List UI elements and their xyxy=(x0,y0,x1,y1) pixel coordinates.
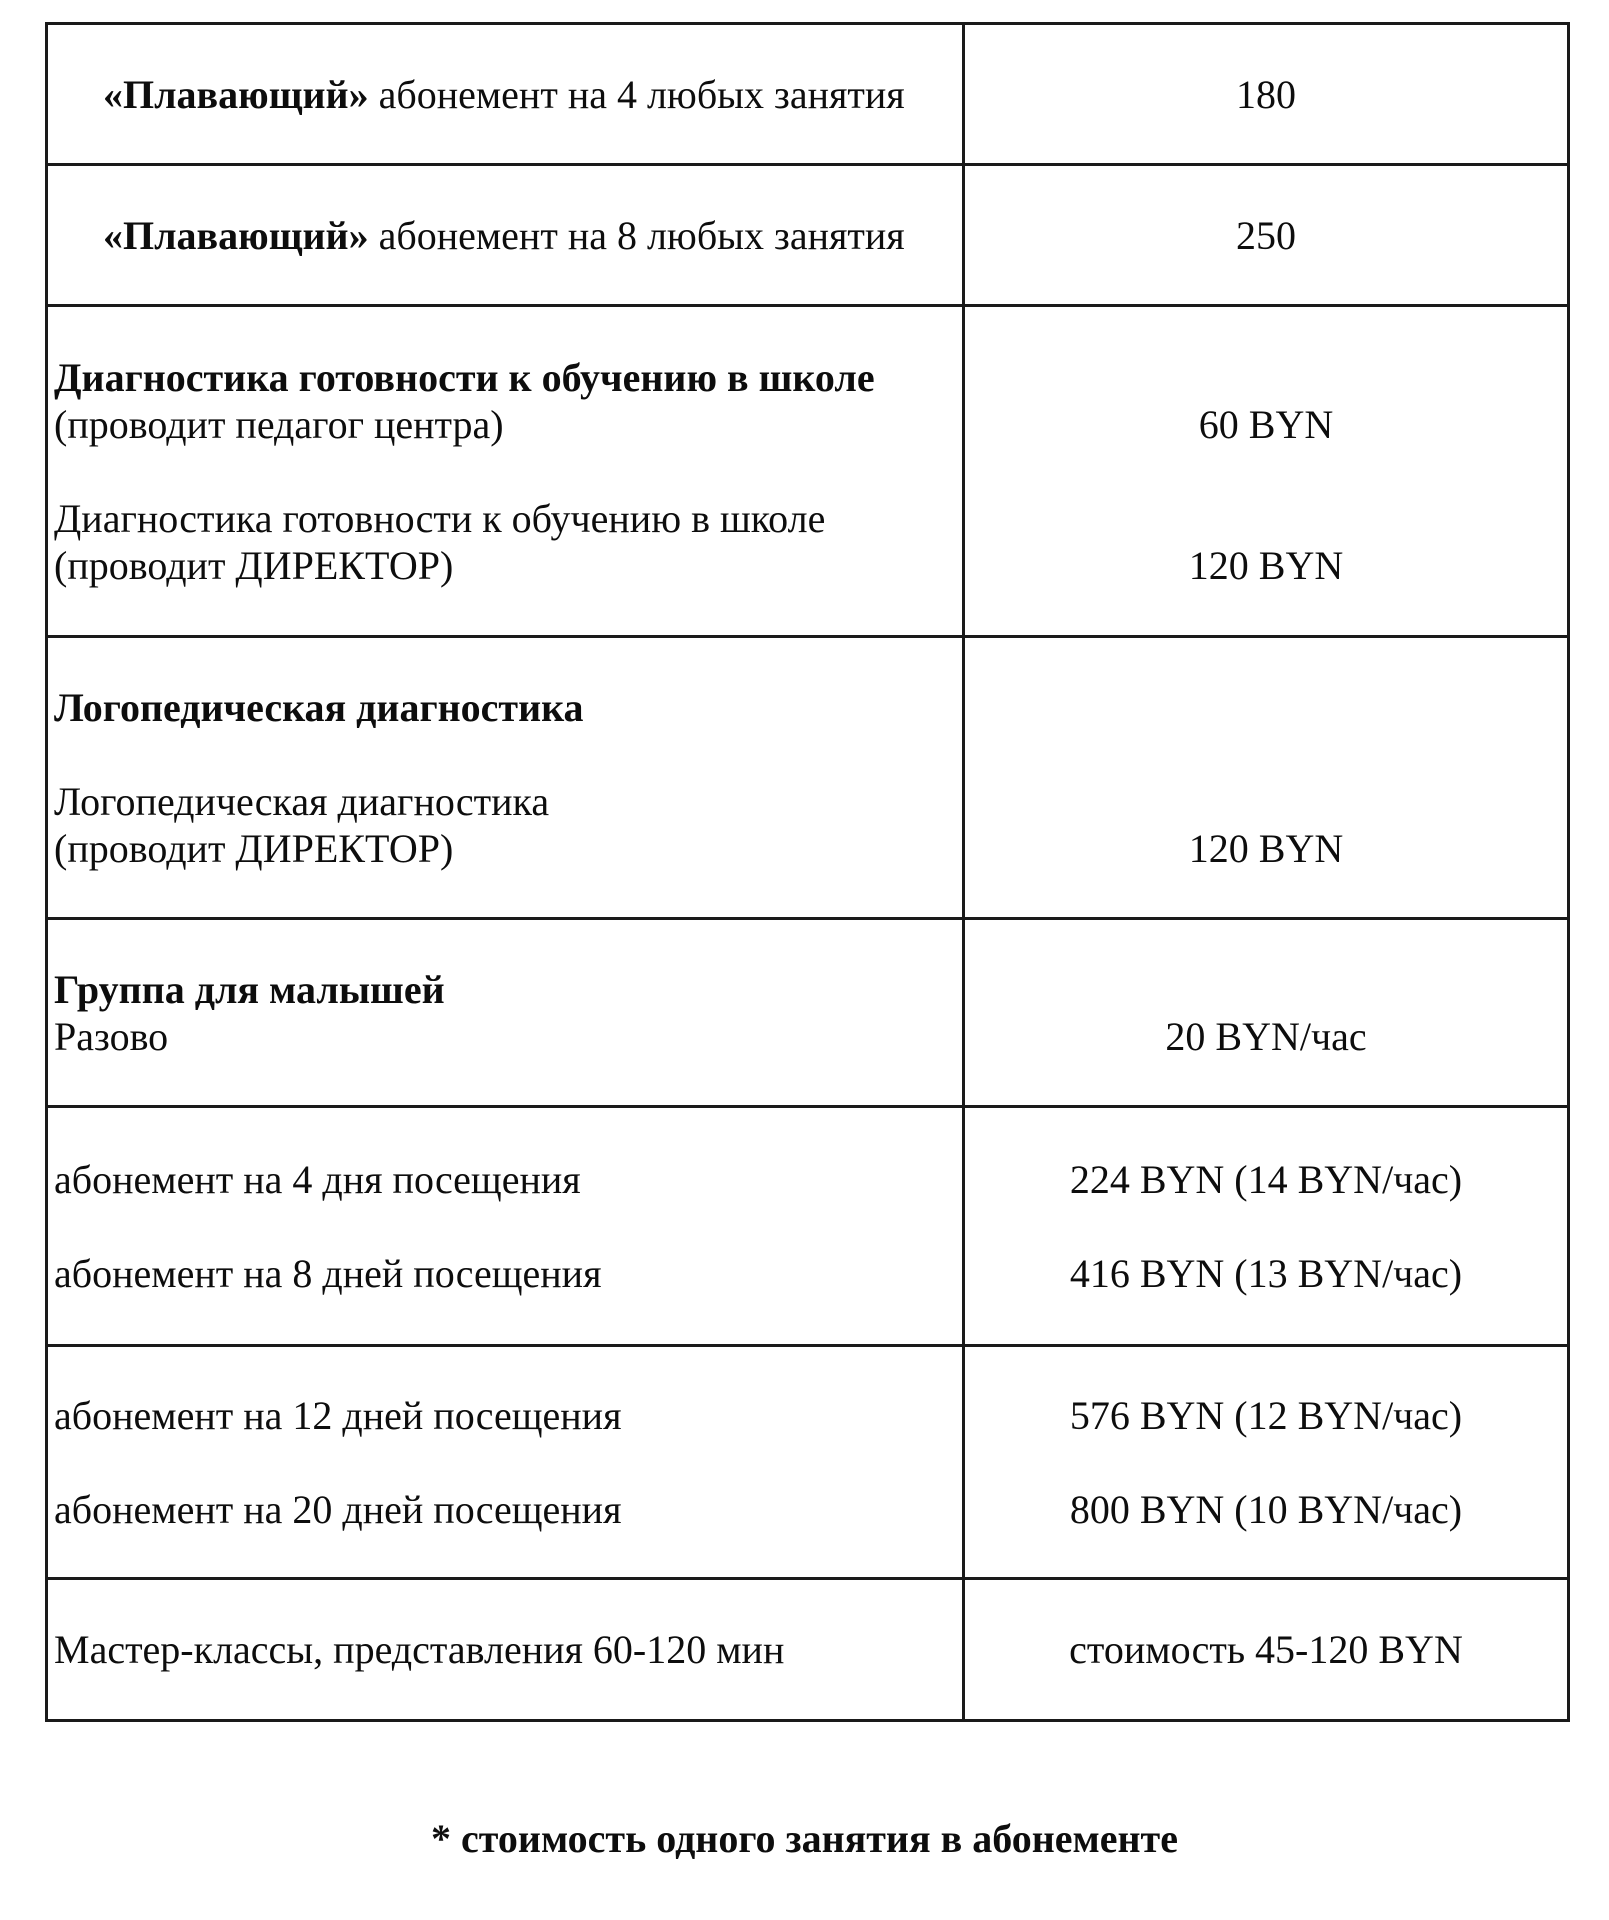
service-text-bold: «Плавающий» xyxy=(103,212,369,258)
service-text: абонемент на 12 дней посещения xyxy=(54,1392,622,1438)
footnote: * стоимость одного занятия в абонементе xyxy=(431,1816,1178,1861)
service-text: абонемент на 20 дней посещения xyxy=(54,1486,622,1532)
service-line xyxy=(48,542,962,589)
service-text: (проводит ДИРЕКТОР) xyxy=(54,825,454,871)
service-cell xyxy=(48,166,965,304)
service-cell xyxy=(48,1108,965,1344)
service-text-bold: Диагностика готовности к обучению в школе xyxy=(54,354,875,400)
price-line: стоимость 45-120 BYN xyxy=(1069,1627,1463,1672)
price-cell xyxy=(965,1580,1567,1719)
service-cell xyxy=(48,307,965,635)
price-cell xyxy=(965,1347,1567,1577)
price-line xyxy=(965,448,1567,495)
price-line: 800 BYN (10 BYN/час) xyxy=(1069,1486,1463,1532)
service-line xyxy=(48,731,962,778)
price-line xyxy=(965,354,1567,401)
service-line xyxy=(48,71,962,118)
price-cell xyxy=(965,25,1567,163)
price-line xyxy=(965,684,1567,731)
service-cell xyxy=(48,1347,965,1577)
service-line xyxy=(48,448,962,495)
price-line xyxy=(965,1203,1567,1250)
service-text: абонемент на 8 любых занятия xyxy=(368,212,905,258)
price-cell xyxy=(965,1108,1567,1344)
service-text: Мастер-классы, представления 60-120 мин xyxy=(54,1627,785,1672)
price-line: 120 BYN xyxy=(1188,825,1344,871)
price-line xyxy=(965,778,1567,825)
table-row xyxy=(48,635,1567,917)
service-text: абонемент на 8 дней посещения xyxy=(54,1250,602,1296)
price-line xyxy=(965,966,1567,1013)
price-line xyxy=(965,731,1567,778)
table-row xyxy=(48,1344,1567,1577)
service-text: (проводит ДИРЕКТОР) xyxy=(54,542,454,588)
service-text: абонемент на 4 дня посещения xyxy=(54,1156,581,1202)
price-line: 576 BYN (12 BYN/час) xyxy=(1069,1392,1463,1438)
price-line: 224 BYN (14 BYN/час) xyxy=(1069,1156,1463,1202)
service-text: абонемент на 4 любых занятия xyxy=(368,71,905,117)
service-text-bold: Логопедическая диагностика xyxy=(54,684,584,730)
price-cell xyxy=(965,166,1567,304)
service-line xyxy=(48,1250,962,1297)
price-line: 250 xyxy=(1236,212,1296,258)
service-line xyxy=(48,401,962,448)
price-line: 180 xyxy=(1236,71,1296,117)
service-text: (проводит педагог центра) xyxy=(54,401,504,447)
table-row xyxy=(48,25,1567,163)
service-line xyxy=(48,684,962,731)
table-row xyxy=(48,917,1567,1105)
service-line xyxy=(48,1439,962,1486)
price-line: 20 BYN/час xyxy=(1165,1013,1367,1059)
service-line xyxy=(48,1626,962,1673)
table-row xyxy=(48,163,1567,304)
price-line xyxy=(965,1439,1567,1486)
service-line xyxy=(48,354,962,401)
table-row xyxy=(48,1577,1567,1719)
price-line: 416 BYN (13 BYN/час) xyxy=(1069,1250,1463,1296)
service-line xyxy=(48,495,962,542)
service-text: Диагностика готовности к обучению в школе xyxy=(54,495,826,541)
price-line: 120 BYN xyxy=(1188,542,1344,588)
service-text: Логопедическая диагностика xyxy=(54,778,550,824)
service-line xyxy=(48,1203,962,1250)
table-row xyxy=(48,1105,1567,1344)
service-cell xyxy=(48,1580,965,1719)
service-line xyxy=(48,212,962,259)
service-text-bold: Группа для малышей xyxy=(54,966,445,1012)
service-text-bold: «Плавающий» xyxy=(103,71,369,117)
service-line xyxy=(48,778,962,825)
service-line xyxy=(48,1486,962,1533)
price-table xyxy=(45,22,1570,1722)
price-line: 60 BYN xyxy=(1198,401,1334,447)
price-cell xyxy=(965,638,1567,917)
service-line xyxy=(48,966,962,1013)
service-text: Разово xyxy=(54,1013,169,1059)
service-cell xyxy=(48,25,965,163)
service-line xyxy=(48,1013,962,1060)
service-line xyxy=(48,1392,962,1439)
service-line xyxy=(48,825,962,872)
price-cell xyxy=(965,307,1567,635)
service-cell xyxy=(48,920,965,1105)
service-cell xyxy=(48,638,965,917)
price-cell xyxy=(965,920,1567,1105)
service-line xyxy=(48,1156,962,1203)
price-line xyxy=(965,495,1567,542)
table-row xyxy=(48,304,1567,635)
